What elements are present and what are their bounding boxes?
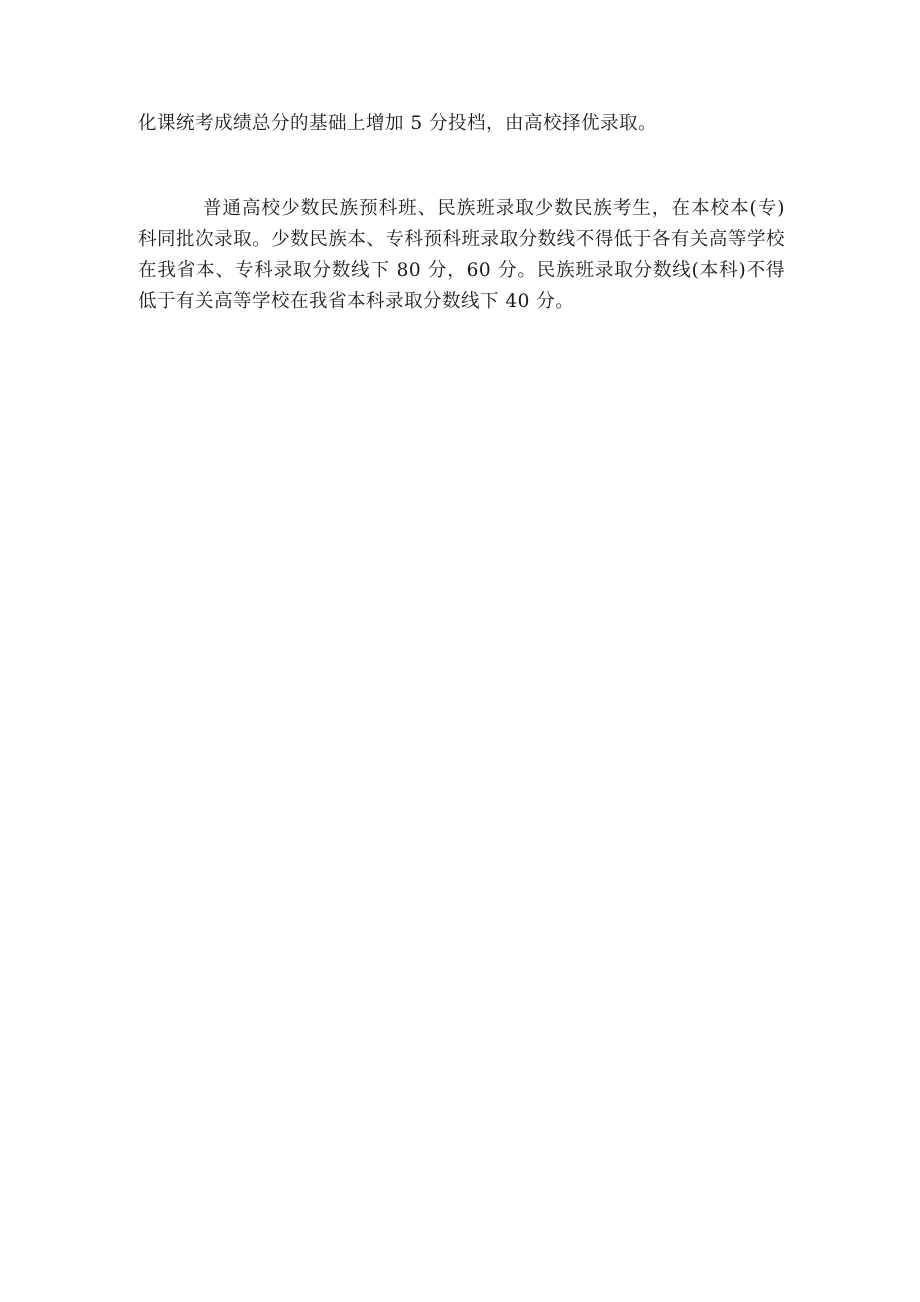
- paragraph-minority-class-policy: 普通高校少数民族预科班、民族班录取少数民族考生，在本校本(专)科同批次录取。少数民族本、专科预科班录取分数线不得低于各有关高等学校在我省本、专科录取分数线下 80 分，60 分。民族班录取分数线(本科)不得低于有关高等学校在我省本科录取分数线下 40 分。: [138, 198, 785, 312]
- text-block: [138, 108, 785, 317]
- paragraph-continuation: 化课统考成绩总分的基础上增加 5 分投档，由高校择优录取。: [138, 113, 658, 134]
